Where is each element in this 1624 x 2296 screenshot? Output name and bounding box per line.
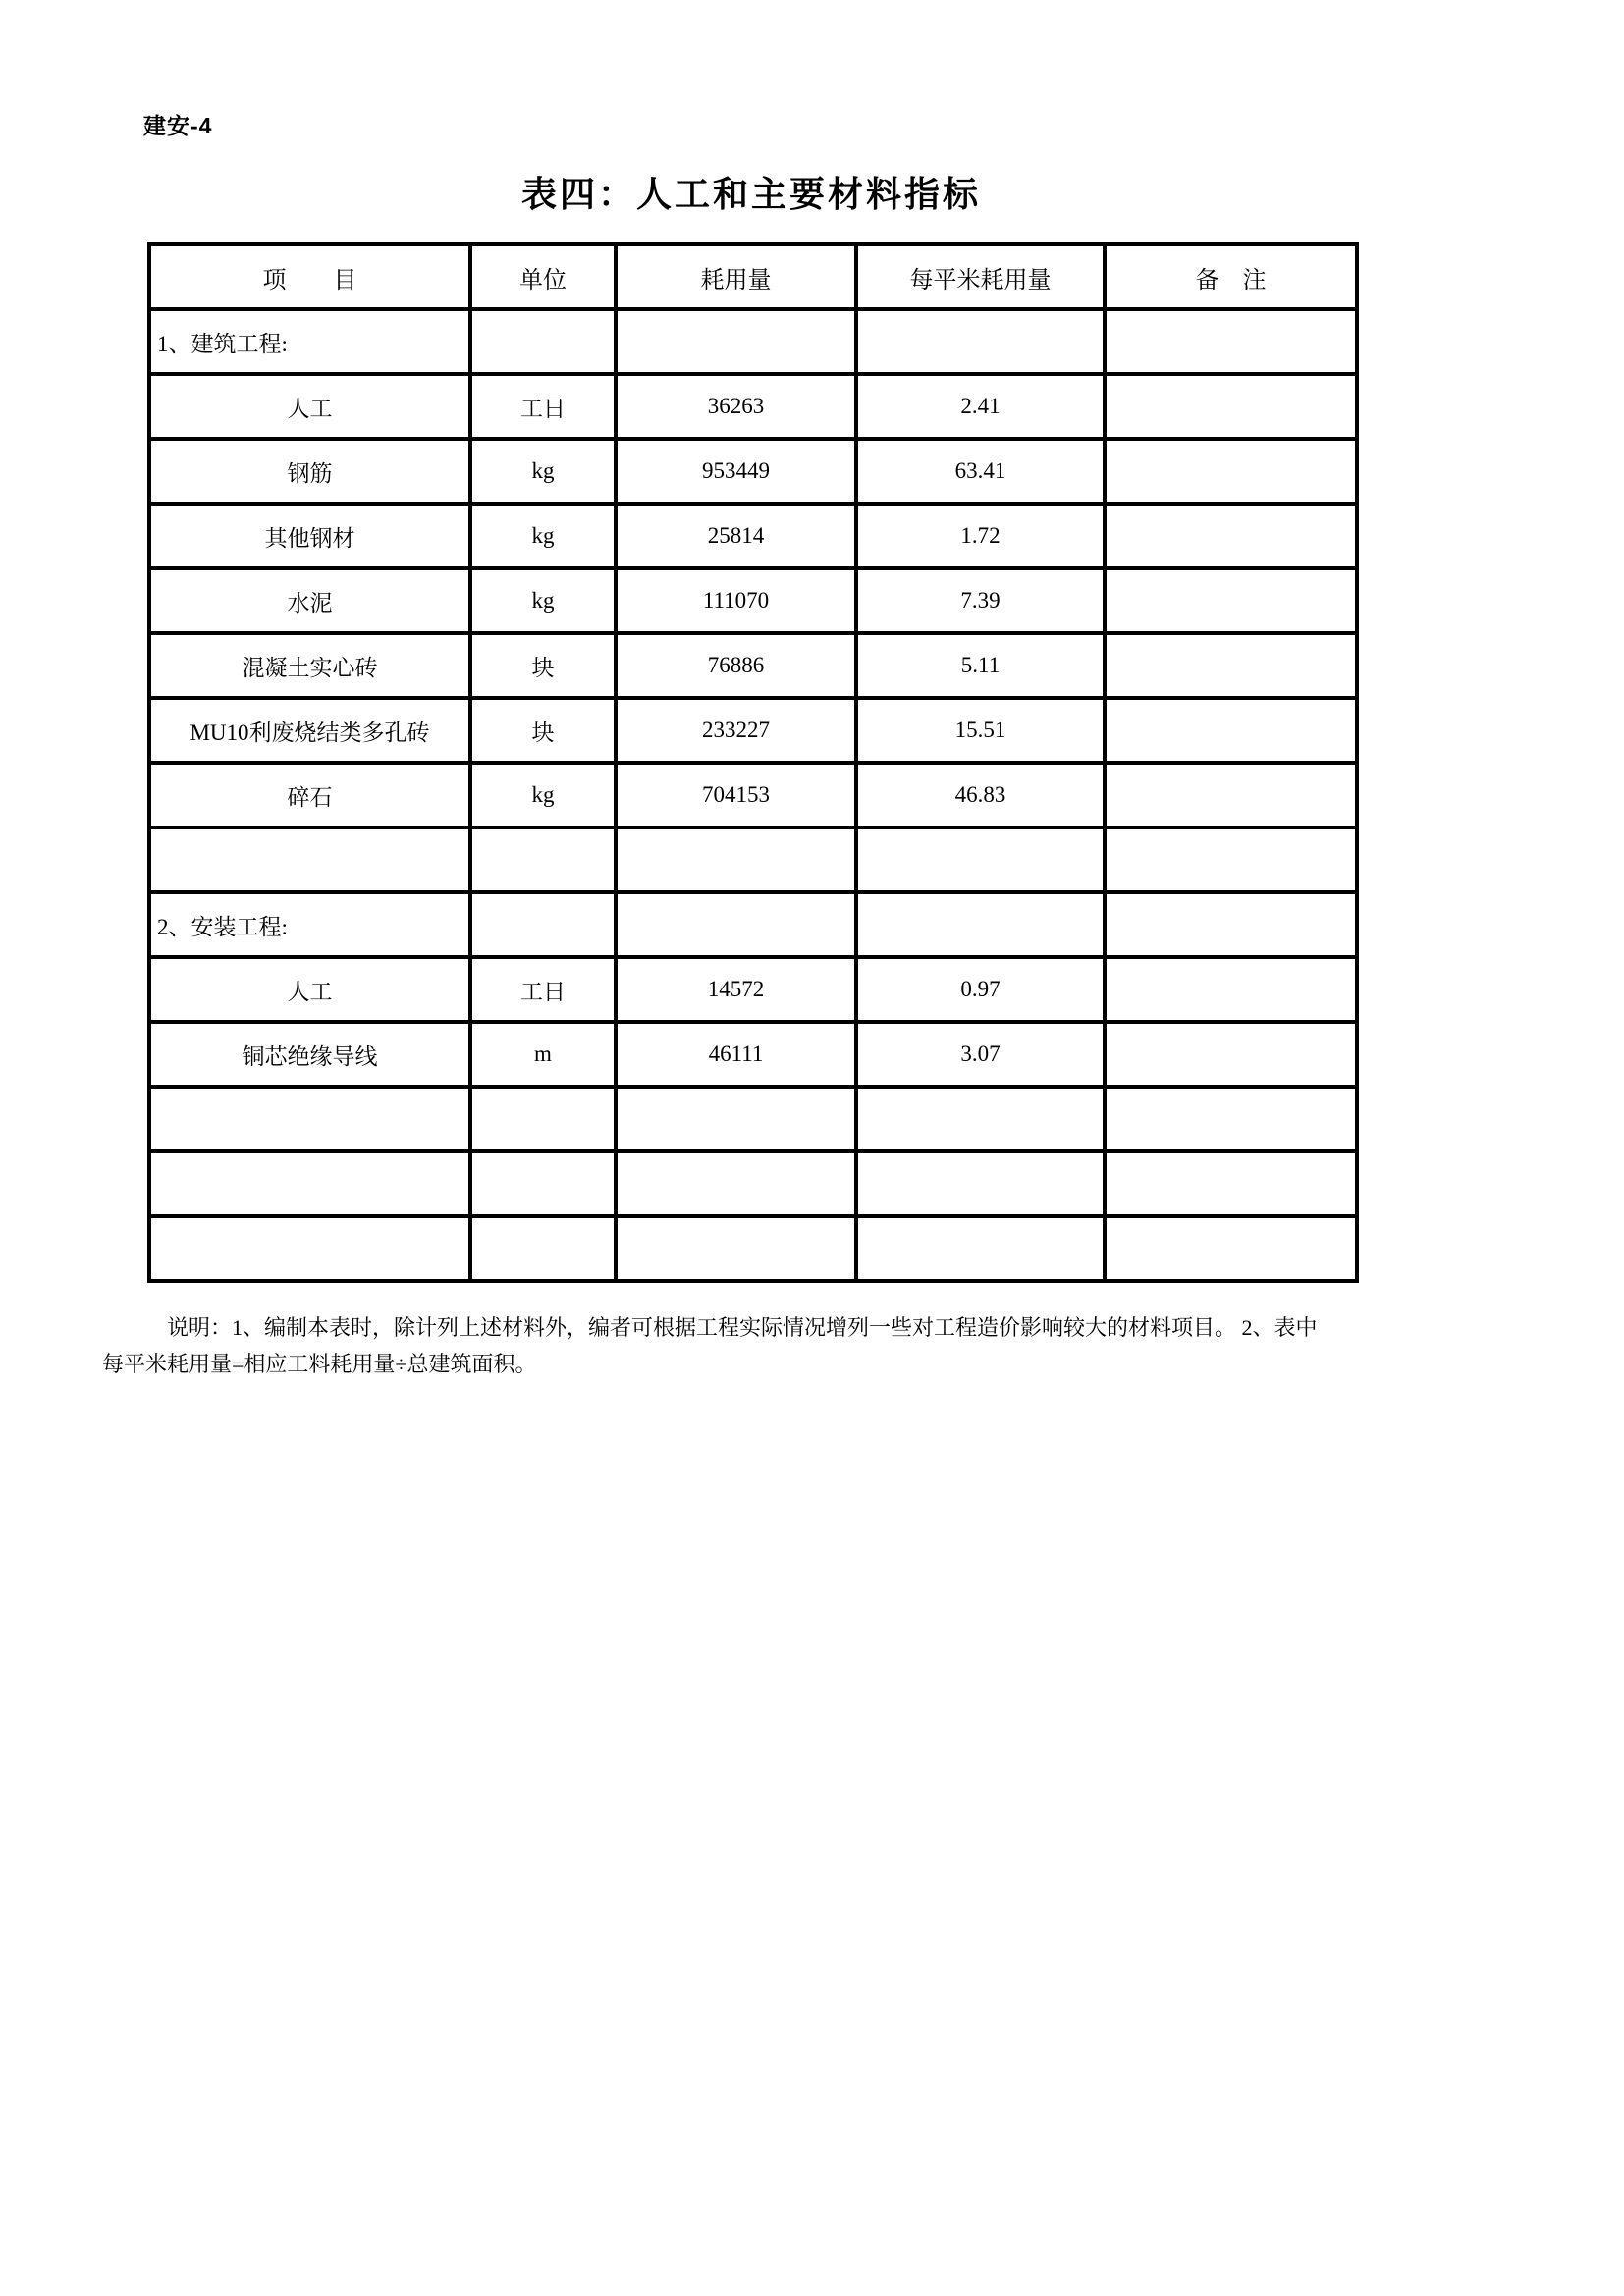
cell-consumption: 14572	[616, 957, 856, 1022]
cell-consumption: 46111	[616, 1022, 856, 1087]
cell-per-sqm: 1.72	[856, 504, 1105, 568]
cell-per-sqm	[856, 309, 1105, 374]
cell-remark	[1105, 957, 1357, 1022]
cell-per-sqm: 46.83	[856, 763, 1105, 828]
cell-item: 铜芯绝缘导线	[149, 1022, 470, 1087]
cell-unit: 块	[470, 633, 616, 698]
cell-unit: kg	[470, 568, 616, 633]
cell-unit	[470, 309, 616, 374]
col-header-remark: 备 注	[1105, 244, 1357, 309]
cell-remark	[1105, 504, 1357, 568]
cell-unit: kg	[470, 504, 616, 568]
cell-consumption	[616, 1216, 856, 1281]
cell-remark	[1105, 892, 1357, 957]
cell-remark	[1105, 1151, 1357, 1216]
cell-unit	[470, 828, 616, 892]
cell-item: 水泥	[149, 568, 470, 633]
cell-remark	[1105, 698, 1357, 763]
cell-per-sqm: 15.51	[856, 698, 1105, 763]
table-row	[149, 568, 1357, 633]
table-header-row	[149, 244, 1357, 309]
cell-consumption: 36263	[616, 374, 856, 439]
cell-consumption: 233227	[616, 698, 856, 763]
section-row	[149, 309, 1357, 374]
cell-remark	[1105, 568, 1357, 633]
cell-consumption: 111070	[616, 568, 856, 633]
cell-per-sqm: 2.41	[856, 374, 1105, 439]
cell-item: 1、建筑工程:	[149, 309, 470, 374]
cell-consumption	[616, 892, 856, 957]
cell-item: 人工	[149, 374, 470, 439]
cell-per-sqm: 5.11	[856, 633, 1105, 698]
cell-consumption: 76886	[616, 633, 856, 698]
cell-unit: 工日	[470, 374, 616, 439]
cell-per-sqm	[856, 1151, 1105, 1216]
cell-remark	[1105, 374, 1357, 439]
cell-remark	[1105, 1087, 1357, 1151]
doc-code-label: 建安-4	[143, 113, 213, 138]
col-header-unit: 单位	[470, 244, 616, 309]
cell-remark	[1105, 633, 1357, 698]
table-row	[149, 1022, 1357, 1087]
empty-row	[149, 1151, 1357, 1216]
table-row	[149, 374, 1357, 439]
cell-unit: kg	[470, 763, 616, 828]
cell-remark	[1105, 439, 1357, 504]
cell-item: 钢筋	[149, 439, 470, 504]
cell-unit	[470, 1087, 616, 1151]
cell-item	[149, 1216, 470, 1281]
cell-per-sqm	[856, 1216, 1105, 1281]
cell-per-sqm	[856, 828, 1105, 892]
cell-consumption: 25814	[616, 504, 856, 568]
cell-item	[149, 828, 470, 892]
table-row	[149, 698, 1357, 763]
cell-consumption: 953449	[616, 439, 856, 504]
cell-per-sqm: 7.39	[856, 568, 1105, 633]
cell-consumption	[616, 309, 856, 374]
table-row	[149, 763, 1357, 828]
cell-unit: kg	[470, 439, 616, 504]
table-row	[149, 957, 1357, 1022]
col-header-item: 项 目	[149, 244, 470, 309]
cell-per-sqm	[856, 892, 1105, 957]
cell-consumption	[616, 828, 856, 892]
cell-consumption	[616, 1087, 856, 1151]
cell-item: MU10利废烧结类多孔砖	[149, 698, 470, 763]
cell-item: 2、安装工程:	[149, 892, 470, 957]
cell-unit: m	[470, 1022, 616, 1087]
cell-unit	[470, 1216, 616, 1281]
section-row	[149, 892, 1357, 957]
cell-consumption: 704153	[616, 763, 856, 828]
cell-unit	[470, 892, 616, 957]
page-title: 表四：人工和主要材料指标	[520, 174, 981, 214]
cell-unit: 块	[470, 698, 616, 763]
cell-per-sqm: 3.07	[856, 1022, 1105, 1087]
cell-remark	[1105, 1022, 1357, 1087]
cell-item	[149, 1087, 470, 1151]
cell-remark	[1105, 309, 1357, 374]
table-row	[149, 504, 1357, 568]
cell-unit: 工日	[470, 957, 616, 1022]
materials-table	[147, 242, 1359, 1283]
cell-per-sqm	[856, 1087, 1105, 1151]
cell-per-sqm: 63.41	[856, 439, 1105, 504]
cell-remark	[1105, 1216, 1357, 1281]
cell-unit	[470, 1151, 616, 1216]
cell-consumption	[616, 1151, 856, 1216]
col-header-consumption: 耗用量	[616, 244, 856, 309]
cell-item	[149, 1151, 470, 1216]
table-row	[149, 439, 1357, 504]
cell-remark	[1105, 763, 1357, 828]
table-row	[149, 633, 1357, 698]
cell-item: 混凝土实心砖	[149, 633, 470, 698]
empty-row	[149, 828, 1357, 892]
col-header-per-sqm: 每平米耗用量	[856, 244, 1105, 309]
cell-item: 人工	[149, 957, 470, 1022]
empty-row	[149, 1216, 1357, 1281]
cell-remark	[1105, 828, 1357, 892]
cell-item: 其他钢材	[149, 504, 470, 568]
cell-per-sqm: 0.97	[856, 957, 1105, 1022]
cell-item: 碎石	[149, 763, 470, 828]
note-text: 说明：1、编制本表时，除计列上述材料外，编者可根据工程实际情况增列一些对工程造价影响较大的材料项目。 2、表中每平米耗用量=相应工料耗用量÷总建筑面积。	[102, 1315, 1318, 1376]
empty-row	[149, 1087, 1357, 1151]
